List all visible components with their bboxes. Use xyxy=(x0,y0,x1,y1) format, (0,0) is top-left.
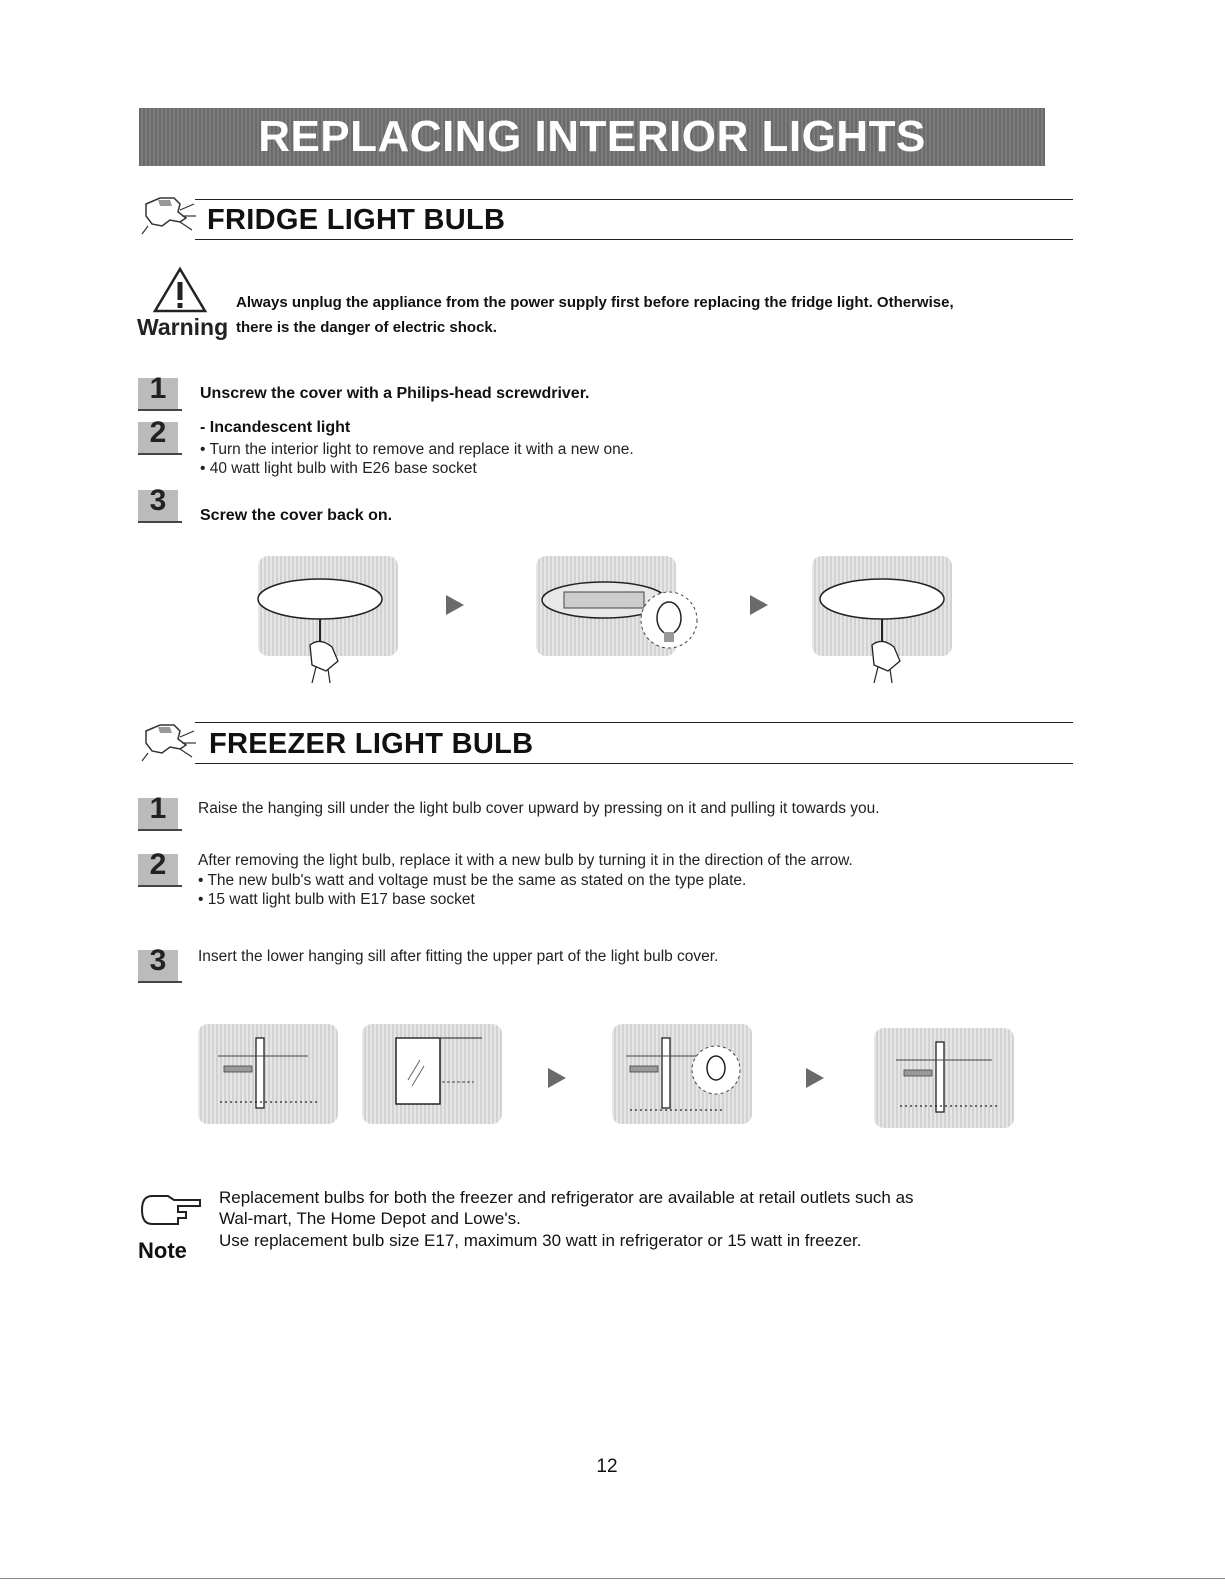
warning-label: Warning xyxy=(137,314,229,340)
freezer-step-2-line-2: • The new bulb's watt and voltage must be the same as stated on the type plate. xyxy=(198,872,747,889)
step-number: 3 xyxy=(149,484,167,517)
warning-line-2: there is the danger of electric shock. xyxy=(236,319,497,336)
freezer-step-1-text: Raise the hanging sill under the light bulb cover upward by pressing on it and pulling it towards you. xyxy=(198,800,880,817)
pointing-hand-icon xyxy=(140,717,198,767)
step-number: 1 xyxy=(149,372,167,405)
fridge-step-1-text: Unscrew the cover with a Philips-head screwdriver. xyxy=(200,385,590,402)
section-rule-top xyxy=(195,722,1073,723)
section-rule-top xyxy=(195,199,1073,200)
step-number: 1 xyxy=(149,792,167,825)
next-arrow-icon xyxy=(446,595,464,615)
fridge-step-3-text: Screw the cover back on. xyxy=(200,507,393,524)
pointing-hand-icon xyxy=(140,190,198,240)
next-arrow-icon xyxy=(750,595,768,615)
bottom-rule xyxy=(0,1578,1225,1579)
section-rule-bottom xyxy=(195,763,1073,764)
step-number: 3 xyxy=(149,944,167,977)
freezer-step-2-line-3: • 15 watt light bulb with E17 base socket xyxy=(198,891,475,908)
step-number: 2 xyxy=(149,416,167,449)
warning-triangle-icon xyxy=(152,266,208,314)
freezer-step-3-text: Insert the lower hanging sill after fitting the upper part of the light bulb cover. xyxy=(198,948,719,965)
freezer-step-2-line-1: After removing the light bulb, replace it with a new bulb by turning it in the direction of the arrow. xyxy=(198,852,853,869)
step-number: 2 xyxy=(149,848,167,881)
title-banner xyxy=(139,108,1045,166)
fridge-step-2-heading: - Incandescent light xyxy=(200,419,351,436)
bulb-replace-illustration xyxy=(534,570,704,665)
fridge-step-2-detail-1: • Turn the interior light to remove and replace it with a new one. xyxy=(200,441,634,458)
warning-line-1: Always unplug the appliance from the power supply first before replacing the fridge light. Otherwise, xyxy=(236,294,954,311)
sill-raise-illustration xyxy=(198,1024,338,1124)
fridge-section-title: FRIDGE LIGHT BULB xyxy=(207,204,506,236)
note-hand-icon xyxy=(138,1190,206,1232)
freezer-bulb-replace-illustration xyxy=(612,1024,772,1124)
sill-pull-illustration xyxy=(362,1024,502,1124)
cover-unscrew-illustration xyxy=(250,575,410,685)
note-line-2: Wal-mart, The Home Depot and Lowe's. xyxy=(219,1209,521,1228)
next-arrow-icon xyxy=(806,1068,824,1088)
note-line-1: Replacement bulbs for both the freezer and refrigerator are available at retail outlets such as xyxy=(219,1188,914,1207)
section-rule-bottom xyxy=(195,239,1073,240)
next-arrow-icon xyxy=(548,1068,566,1088)
cover-screw-illustration xyxy=(806,575,966,685)
sill-insert-illustration xyxy=(874,1028,1014,1128)
warning-text xyxy=(236,290,1036,340)
note-label: Note xyxy=(138,1238,187,1263)
page-number: 12 xyxy=(596,1456,618,1477)
page-title: REPLACING INTERIOR LIGHTS xyxy=(258,112,926,161)
fridge-step-2-detail-2: • 40 watt light bulb with E26 base socket xyxy=(200,460,477,477)
freezer-section-title: FREEZER LIGHT BULB xyxy=(209,728,534,760)
note-line-3: Use replacement bulb size E17, maximum 30 watt in refrigerator or 15 watt in freezer. xyxy=(219,1231,862,1250)
